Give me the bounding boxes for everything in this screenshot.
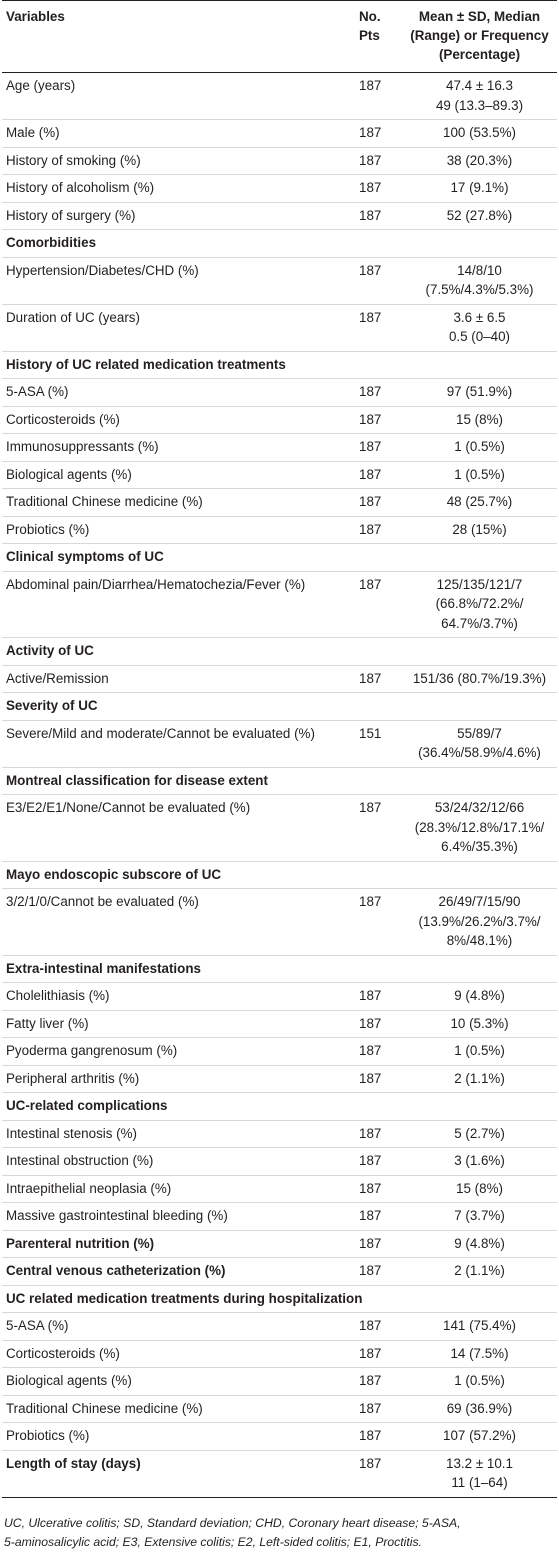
statistic-cell <box>402 73 557 120</box>
variable-cell: 3/2/1/0/Cannot be evaluated (%) <box>2 889 357 956</box>
no-pts-cell: 187 <box>357 73 402 120</box>
statistic-line: 107 (57.2%) <box>443 1428 516 1443</box>
statistic-line: 38 (20.3%) <box>446 152 513 168</box>
statistic-line: 15 (8%) <box>456 1180 503 1196</box>
statistic-cell <box>402 489 557 517</box>
variable-cell: History of smoking (%) <box>2 147 357 175</box>
table-row <box>2 1038 557 1066</box>
no-pts-cell: 187 <box>357 304 402 351</box>
section-heading-row <box>2 861 557 889</box>
statistic-cell <box>402 175 557 203</box>
no-pts-cell: 187 <box>357 257 402 304</box>
variable-cell: Corticosteroids (%) <box>2 406 357 434</box>
header-variables: Variables <box>6 9 65 24</box>
no-pts-cell: 187 <box>357 1148 402 1176</box>
statistic-cell <box>402 406 557 434</box>
no-pts-cell: 187 <box>357 795 402 862</box>
header-statistic-line: (Percentage) <box>438 47 521 62</box>
statistic-line: 1 (0.5%) <box>454 1373 505 1388</box>
statistic-cell <box>402 1038 557 1066</box>
variable-cell: E3/E2/E1/None/Cannot be evaluated (%) <box>2 795 357 862</box>
statistic-cell <box>402 1120 557 1148</box>
no-pts-cell: 187 <box>357 1010 402 1038</box>
no-pts-cell: 187 <box>357 1258 402 1286</box>
no-pts-cell: 187 <box>357 983 402 1011</box>
statistic-line: 49 (13.3–89.3) <box>435 97 524 113</box>
statistic-line: 151/36 (80.7%/19.3%) <box>412 670 547 686</box>
statistic-line: 26/49/7/15/90 <box>438 894 521 909</box>
statistic-line: 125/135/121/7 <box>436 576 523 592</box>
section-heading-row <box>2 955 557 983</box>
table-row <box>2 1203 557 1231</box>
table-row <box>2 516 557 544</box>
no-pts-cell: 187 <box>357 489 402 517</box>
section-heading-row <box>2 1285 557 1313</box>
statistic-line: 8%/48.1%) <box>446 933 513 948</box>
variable-cell: Intraepithelial neoplasia (%) <box>2 1175 357 1203</box>
table-footnote <box>0 1498 559 1552</box>
no-pts-cell: 187 <box>357 379 402 407</box>
statistic-line: 55/89/7 <box>457 725 502 741</box>
table-row <box>2 304 557 351</box>
statistic-line: 28 (15%) <box>452 521 507 537</box>
statistic-cell <box>402 1313 557 1341</box>
statistic-cell <box>402 1258 557 1286</box>
table-row <box>2 202 557 230</box>
table-body <box>2 73 557 1498</box>
statistic-line: 17 (9.1%) <box>450 180 509 195</box>
no-pts-cell: 187 <box>357 461 402 489</box>
table-header <box>2 1 557 73</box>
statistic-line: 100 (53.5%) <box>443 125 516 140</box>
no-pts-cell: 187 <box>357 1450 402 1497</box>
section-heading-row <box>2 1093 557 1121</box>
table-row <box>2 1148 557 1176</box>
section-heading: UC related medication treatments during hospitalization <box>2 1285 557 1313</box>
statistic-line: (36.4%/58.9%/4.6%) <box>418 745 541 760</box>
footnote-line: 5-aminosalicylic acid; E3, Extensive colitis; E2, Left-sided colitis; E1, Proctitis. <box>4 1534 422 1549</box>
statistic-line: 6.4%/35.3%) <box>441 839 518 854</box>
table-row <box>2 406 557 434</box>
table-row <box>2 571 557 638</box>
no-pts-cell: 187 <box>357 202 402 230</box>
statistic-cell <box>402 1368 557 1396</box>
no-pts-cell: 187 <box>357 434 402 462</box>
header-no-pts-line: Pts <box>359 28 380 43</box>
statistic-line: 14 (7.5%) <box>450 1345 509 1361</box>
statistic-cell <box>402 1175 557 1203</box>
statistic-line: 9 (4.8%) <box>454 988 505 1003</box>
variable-cell: Hypertension/Diabetes/CHD (%) <box>2 257 357 304</box>
variable-cell: History of surgery (%) <box>2 202 357 230</box>
table-row <box>2 175 557 203</box>
header-no-pts-line: No. <box>359 9 381 24</box>
section-heading: Clinical symptoms of UC <box>2 544 557 572</box>
header-statistic <box>402 1 557 73</box>
statistic-line: (66.8%/72.2%/ <box>435 596 524 611</box>
no-pts-cell: 151 <box>357 720 402 767</box>
table-row <box>2 1065 557 1093</box>
table-row <box>2 434 557 462</box>
table-row <box>2 1368 557 1396</box>
no-pts-cell: 187 <box>357 1313 402 1341</box>
table-row <box>2 1340 557 1368</box>
statistic-cell <box>402 1230 557 1258</box>
table-row <box>2 257 557 304</box>
statistic-line: 52 (27.8%) <box>446 207 513 223</box>
table-row <box>2 489 557 517</box>
statistic-cell <box>402 983 557 1011</box>
no-pts-cell: 187 <box>357 1368 402 1396</box>
header-no-pts <box>357 1 402 73</box>
header-statistic-line: (Range) or Frequency <box>410 28 549 43</box>
variable-cell: Immunosuppressants (%) <box>2 434 357 462</box>
statistic-line: 1 (0.5%) <box>454 466 505 482</box>
table-row <box>2 120 557 148</box>
variable-cell: Traditional Chinese medicine (%) <box>2 1395 357 1423</box>
variable-cell: Central venous catheterization (%) <box>2 1258 357 1286</box>
statistic-line: 1 (0.5%) <box>454 1043 505 1058</box>
variable-cell: Age (years) <box>2 73 357 120</box>
statistic-line: 9 (4.8%) <box>454 1235 505 1251</box>
variable-cell: Biological agents (%) <box>2 1368 357 1396</box>
table-row <box>2 665 557 693</box>
no-pts-cell: 187 <box>357 516 402 544</box>
variable-cell: Fatty liver (%) <box>2 1010 357 1038</box>
statistic-cell <box>402 461 557 489</box>
statistic-line: 69 (36.9%) <box>446 1400 513 1416</box>
statistic-cell <box>402 120 557 148</box>
section-heading-row <box>2 544 557 572</box>
statistic-cell <box>402 434 557 462</box>
variable-cell: Pyoderma gangrenosum (%) <box>2 1038 357 1066</box>
section-heading: Extra-intestinal manifestations <box>2 955 557 983</box>
table-row <box>2 1450 557 1497</box>
statistic-line: 2 (1.1%) <box>454 1070 505 1086</box>
section-heading: Mayo endoscopic subscore of UC <box>2 861 557 889</box>
statistic-line: 5 (2.7%) <box>454 1125 505 1141</box>
patient-characteristics-table <box>2 0 557 1498</box>
no-pts-cell: 187 <box>357 571 402 638</box>
statistic-cell <box>402 1450 557 1497</box>
statistic-line: 64.7%/3.7%) <box>441 615 518 631</box>
variable-cell: History of alcoholism (%) <box>2 175 357 203</box>
statistic-cell <box>402 720 557 767</box>
statistic-cell <box>402 1148 557 1176</box>
no-pts-cell: 187 <box>357 1038 402 1066</box>
variable-cell: Corticosteroids (%) <box>2 1340 357 1368</box>
statistic-cell <box>402 1395 557 1423</box>
variable-cell: 5-ASA (%) <box>2 379 357 407</box>
statistic-line: 13.2 ± 10.1 <box>446 1455 513 1471</box>
statistic-cell <box>402 1340 557 1368</box>
variable-cell: Intestinal obstruction (%) <box>2 1148 357 1176</box>
section-heading: Comorbidities <box>2 230 557 258</box>
variable-cell: Length of stay (days) <box>2 1450 357 1497</box>
no-pts-cell: 187 <box>357 120 402 148</box>
statistic-cell <box>402 1203 557 1231</box>
no-pts-cell: 187 <box>357 406 402 434</box>
statistic-line: 3 (1.6%) <box>454 1153 505 1168</box>
variable-cell: Male (%) <box>2 120 357 148</box>
statistic-cell <box>402 889 557 956</box>
statistic-line: (28.3%/12.8%/17.1%/ <box>414 819 545 835</box>
statistic-cell <box>402 795 557 862</box>
statistic-cell <box>402 257 557 304</box>
table-row <box>2 720 557 767</box>
no-pts-cell: 187 <box>357 1395 402 1423</box>
footnote-line: UC, Ulcerative colitis; SD, Standard deviation; CHD, Coronary heart disease; 5-ASA, <box>4 1515 461 1530</box>
statistic-cell <box>402 571 557 638</box>
table-row <box>2 1010 557 1038</box>
variable-cell: Duration of UC (years) <box>2 304 357 351</box>
variable-cell: Intestinal stenosis (%) <box>2 1120 357 1148</box>
statistic-line: 14/8/10 <box>457 262 502 278</box>
statistic-line: 10 (5.3%) <box>450 1015 509 1031</box>
statistic-line: 97 (51.9%) <box>446 384 513 399</box>
section-heading-row <box>2 693 557 721</box>
statistic-line: 48 (25.7%) <box>446 494 513 509</box>
table-row <box>2 889 557 956</box>
variable-cell: Peripheral arthritis (%) <box>2 1065 357 1093</box>
variable-cell: 5-ASA (%) <box>2 1313 357 1341</box>
no-pts-cell: 187 <box>357 1340 402 1368</box>
variable-cell: Probiotics (%) <box>2 1423 357 1451</box>
variable-cell: Traditional Chinese medicine (%) <box>2 489 357 517</box>
section-heading-row <box>2 638 557 666</box>
table-row <box>2 379 557 407</box>
statistic-cell <box>402 1010 557 1038</box>
section-heading: Severity of UC <box>2 693 557 721</box>
statistic-line: (13.9%/26.2%/3.7%/ <box>418 913 541 929</box>
statistic-cell <box>402 379 557 407</box>
table-row <box>2 795 557 862</box>
section-heading: UC-related complications <box>2 1093 557 1121</box>
variable-cell: Massive gastrointestinal bleeding (%) <box>2 1203 357 1231</box>
section-heading: Activity of UC <box>2 638 557 666</box>
no-pts-cell: 187 <box>357 1423 402 1451</box>
variable-cell: Active/Remission <box>2 665 357 693</box>
section-heading: Montreal classification for disease extent <box>2 767 557 795</box>
table-row <box>2 1423 557 1451</box>
no-pts-cell: 187 <box>357 1120 402 1148</box>
statistic-cell <box>402 1065 557 1093</box>
statistic-cell <box>402 516 557 544</box>
statistic-line: 1 (0.5%) <box>454 439 505 454</box>
statistic-cell <box>402 202 557 230</box>
variable-cell: Parenteral nutrition (%) <box>2 1230 357 1258</box>
no-pts-cell: 187 <box>357 147 402 175</box>
table-row <box>2 147 557 175</box>
table-row <box>2 1395 557 1423</box>
no-pts-cell: 187 <box>357 1230 402 1258</box>
table-row <box>2 461 557 489</box>
statistic-line: 11 (1–64) <box>451 1475 508 1490</box>
statistic-line: 53/24/32/12/66 <box>434 800 525 815</box>
header-statistic-line: Mean ± SD, Median <box>418 9 541 24</box>
section-heading-row <box>2 767 557 795</box>
table-row <box>2 1175 557 1203</box>
variable-cell: Probiotics (%) <box>2 516 357 544</box>
statistic-cell <box>402 304 557 351</box>
no-pts-cell: 187 <box>357 1175 402 1203</box>
statistic-line: 3.6 ± 6.5 <box>453 309 506 325</box>
variable-cell: Severe/Mild and moderate/Cannot be evaluated (%) <box>2 720 357 767</box>
no-pts-cell: 187 <box>357 1065 402 1093</box>
table-row <box>2 1258 557 1286</box>
no-pts-cell: 187 <box>357 889 402 956</box>
statistic-line: 15 (8%) <box>456 411 503 427</box>
section-heading-row <box>2 351 557 379</box>
statistic-line: 0.5 (0–40) <box>448 329 511 344</box>
table-row <box>2 73 557 120</box>
header-row <box>2 1 557 73</box>
table-row <box>2 1313 557 1341</box>
table-row <box>2 1230 557 1258</box>
statistic-line: 7 (3.7%) <box>454 1208 505 1223</box>
statistic-line: 47.4 ± 16.3 <box>446 78 513 93</box>
section-heading: History of UC related medication treatments <box>2 351 557 379</box>
statistic-cell <box>402 147 557 175</box>
statistic-line: 141 (75.4%) <box>443 1318 516 1333</box>
no-pts-cell: 187 <box>357 1203 402 1231</box>
statistic-cell <box>402 665 557 693</box>
no-pts-cell: 187 <box>357 665 402 693</box>
table-row <box>2 983 557 1011</box>
table-row <box>2 1120 557 1148</box>
statistic-cell <box>402 1423 557 1451</box>
statistic-line: 2 (1.1%) <box>454 1263 505 1278</box>
variable-cell: Cholelithiasis (%) <box>2 983 357 1011</box>
section-heading-row <box>2 230 557 258</box>
variable-cell: Biological agents (%) <box>2 461 357 489</box>
variable-cell: Abdominal pain/Diarrhea/Hematochezia/Fever (%) <box>2 571 357 638</box>
no-pts-cell: 187 <box>357 175 402 203</box>
statistic-line: (7.5%/4.3%/5.3%) <box>425 282 534 297</box>
